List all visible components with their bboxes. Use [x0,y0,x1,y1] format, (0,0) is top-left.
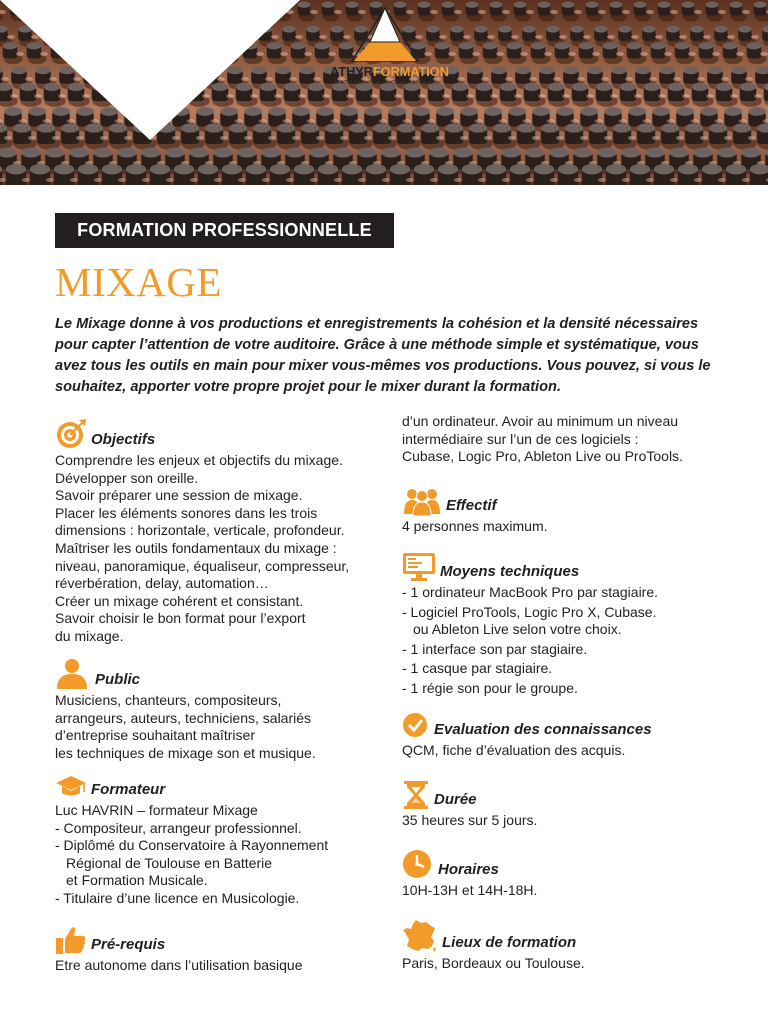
section-evaluation [402,710,742,760]
lieux-line: Paris, Bordeaux ou Toulouse. [402,955,585,971]
formateur-line: - Compositeur, arrangeur professionnel. [55,819,302,836]
section-duree [402,778,732,830]
section-prerequis-continued [402,413,732,466]
section-effectif [402,484,732,536]
moyens-line: - 1 ordinateur MacBook Pro par stagiaire. [402,584,659,600]
duree-line: 35 heures sur 5 jours. [402,812,538,828]
logo-diamond [0,0,300,140]
moyens-line: - Logiciel ProTools, Logic Pro X, Cubase. [402,603,657,620]
objectifs-line: Développer son oreille. [55,469,199,486]
formateur-line: Luc HAVRIN – formateur Mixage [55,802,258,818]
section-lieux [402,919,732,973]
formateur-line: - Titulaire d’une licence en Musicologie. [55,889,300,906]
evaluation-line: QCM, fiche d’évaluation des acquis. [402,742,626,758]
public-line: Musiciens, chanteurs, compositeurs, [55,692,282,708]
public-line: d’entreprise souhaitant maîtriser [55,727,255,744]
formateur-line: Régional de Toulouse en Batterie [66,854,273,871]
france-map-icon [402,919,438,953]
section-formateur [55,772,375,908]
effectif-title: Effectif [446,497,497,515]
horaires-title: Horaires [438,861,499,879]
prerequis-line: Etre autonome dans l’utilisation basique [55,957,303,973]
duree-title: Durée [434,791,477,809]
objectifs-line: réverbération, delay, automation… [55,575,269,592]
section-horaires [402,848,732,900]
brand-tagline: MAO & Techniques de Création Musicale [334,80,436,86]
prerequis-line: d’un ordinateur. Avoir au minimum un niveau [402,413,679,429]
objectifs-line: Créer un mixage cohérent et consistant. [55,592,304,609]
lieux-title: Lieux de formation [442,934,577,952]
formateur-line: et Formation Musicale. [66,872,208,889]
brand-name-part2: FORMATION [372,64,449,79]
moyens-line: ou Ableton Live selon votre choix. [413,621,622,638]
person-icon [55,658,91,690]
formateur-line: - Diplômé du Conservatoire à Rayonnement [55,837,329,854]
public-title: Public [95,671,141,689]
brand-name-part1: ATHYR [330,64,373,79]
objectifs-title: Objectifs [91,431,156,449]
graduation-cap-icon [55,774,87,800]
objectifs-line: Maîtriser les outils fondamentaux du mixage : [55,539,337,556]
evaluation-title: Evaluation des connaissances [434,721,652,739]
logo-triangle-icon [350,6,420,64]
section-public [55,658,375,762]
section-prerequis [55,923,375,975]
header-photo [0,0,768,185]
prerequis-line: Cubase, Logic Pro, Ableton Live ou ProTools. [402,448,683,465]
thumbs-up-icon [55,925,87,955]
section-moyens [402,550,732,698]
check-badge-icon [402,712,430,740]
objectifs-line: Savoir choisir le bon format pour l’export [55,610,306,627]
prerequis-title: Pré-requis [91,936,166,954]
clock-icon [402,848,434,880]
public-line: arrangeurs, auteurs, techniciens, salariés [55,709,312,726]
objectifs-line: Comprendre les enjeux et objectifs du mixage. [55,452,343,468]
group-icon [402,488,442,516]
effectif-line: 4 personnes maximum. [402,518,548,534]
objectifs-line: du mixage. [55,627,124,644]
brand-logo [330,64,449,86]
moyens-line: - 1 interface son par stagiaire. [402,640,588,657]
moyens-line: - 1 casque par stagiaire. [402,660,553,677]
moyens-line: - 1 régie son pour le groupe. [402,679,578,696]
intro-paragraph: Le Mixage donne à vos productions et enregistrements la cohésion et la densité nécessaires pour capter l’attention de votre auditoire. Grâce à une méthode simple et systématique, vous avez tous les outils en main pour mixer vous-mêmes vos productions. Vous pouvez, si vous le souhaitez, apporter votre propre projet pour le mixer durant la formation. [55,316,711,395]
category-tag: FORMATION PROFESSIONNELLE [55,213,394,248]
moyens-title: Moyens techniques [440,563,580,581]
prerequis-line: intermédiaire sur l’un de ces logiciels : [402,430,639,447]
section-objectifs [55,418,375,646]
public-line: les techniques de mixage son et musique. [55,744,316,761]
objectifs-line: dimensions : horizontale, verticale, profondeur. [55,522,345,539]
objectifs-line: Savoir préparer une session de mixage. [55,487,303,504]
horaires-line: 10H-13H et 14H-18H. [402,882,538,898]
hourglass-icon [402,780,430,810]
objectifs-line: niveau, panoramique, équaliseur, compresseur, [55,557,350,574]
formateur-title: Formateur [91,781,166,799]
objectifs-line: Placer les éléments sonores dans les trois [55,504,318,521]
page-title: MIXAGE [55,259,222,305]
computer-icon [402,552,436,582]
target-icon [55,418,87,450]
